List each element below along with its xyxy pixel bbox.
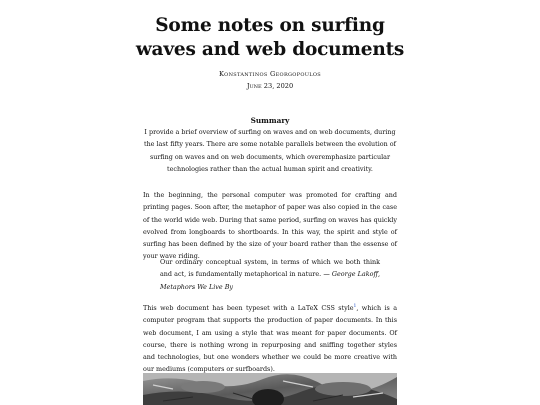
paper-date: June 23, 2020 [246,82,294,90]
footnote-link[interactable]: 1 [353,303,357,309]
paragraph2-text-a: This web document has been typeset with a LaTeX CSS style [143,304,354,312]
typesetting-paragraph [143,302,397,376]
paper-author: Konstantinos Georgopoulos [218,70,322,78]
quote-attribution: — George Lakoff, Metaphors We Live By [160,270,380,291]
rock-texture-image [143,373,397,405]
intro-paragraph: In the beginning, the personal computer was promoted for crafting and printing pages. Soon after, the metaphor of paper was also copied in the case of the world wide web. During that same period, surfing on waves has quickly evolved from longboards to shortboards. In this way, the spirit and style of surfing has been defined by the size of your board rather than the essense of your wave riding. [143,191,397,261]
epigraph-quote [160,256,380,293]
abstract-heading: Summary [250,116,290,125]
paper-title: Some notes on surfing waves and web documents [135,15,405,60]
abstract-text: I provide a brief overview of surfing on waves and on web documents, during the last fifty years. There are some notable parallels between the evolution of surfing on waves and on web documents, which overemphasize particular technologies rather than the actual human spirit and creativity. [144,128,396,173]
quote-text: Our ordinary conceptual system, in terms of which we both think and act, is fundamentally metaphorical in nature. [160,258,380,279]
surfing-photo [143,373,397,405]
paragraph2-text-b: , which is a computer program that supports the production of paper documents. In this web document, I am using a style that was meant for paper documents. Of course, there is nothing wrong in repurposing and sniffing together styles and technologies, but one wonders whether we could be more creative with our mediums (computers or surfboards). [143,304,397,374]
